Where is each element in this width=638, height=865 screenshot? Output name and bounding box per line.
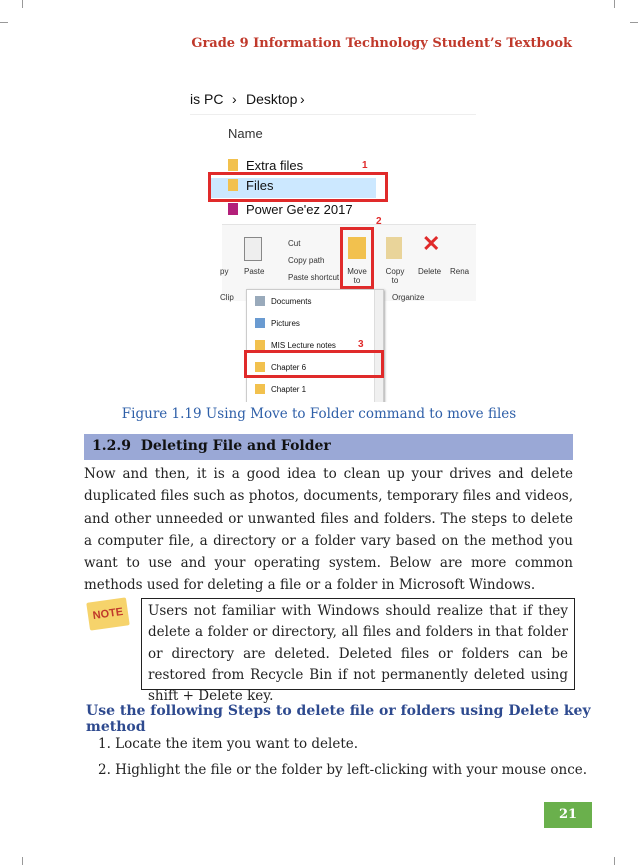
breadcrumb-desktop: Desktop xyxy=(246,91,298,107)
documents-icon xyxy=(255,296,265,306)
divider xyxy=(190,114,476,115)
clipboard-icon xyxy=(244,237,262,261)
note-icon: NOTE xyxy=(86,597,130,630)
folder-icon xyxy=(228,159,238,171)
copy-to-icon xyxy=(386,237,402,259)
section-number: 1.2.9 xyxy=(92,438,131,454)
file-row-power-geez xyxy=(228,202,353,222)
explorer-screenshot xyxy=(190,84,476,402)
organize-group-label: Organize xyxy=(392,293,425,302)
dropdown-item[interactable] xyxy=(247,292,375,312)
clipboard-group-label: Clip xyxy=(220,293,234,302)
dropdown-item-label: Documents xyxy=(271,297,312,306)
dropdown-item[interactable] xyxy=(247,314,375,334)
section-title xyxy=(92,438,331,454)
page-number: 21 xyxy=(544,802,592,828)
highlight-box xyxy=(208,172,388,202)
breadcrumb-this-pc: is PC xyxy=(190,91,224,107)
step-marker: 2 xyxy=(376,216,382,227)
highlight-box xyxy=(244,350,384,378)
folder-icon xyxy=(255,340,265,350)
scrollbar[interactable] xyxy=(374,290,383,402)
paste-label: Paste xyxy=(244,267,265,276)
copy-path-label: Copy path xyxy=(288,256,325,265)
note-text: Users not familiar with Windows should realize that if they delete a folder or directory, all files and folders in that folder or directory are deleted. Deleted files or folders can be restored from Recycle Bin if not permanently deleted using shift + Delete key. xyxy=(148,603,568,705)
dropdown-item-label: Pictures xyxy=(271,319,300,328)
dropdown-item-label: Chapter 6 xyxy=(271,363,307,372)
crop-mark xyxy=(22,0,23,8)
figure-caption: Figure 1.19 Using Move to Folder command to move files xyxy=(121,406,517,422)
steps-heading: Use the following Steps to delete file or folders using Delete key method xyxy=(86,703,591,735)
cut-label: Cut xyxy=(288,239,301,248)
crop-mark xyxy=(614,857,615,865)
rename-label: Rena xyxy=(450,267,470,276)
move-to-label: Move to xyxy=(347,267,367,285)
section-heading xyxy=(84,434,573,460)
note-box xyxy=(141,598,575,705)
file-name: Files xyxy=(246,178,274,193)
file-name: Power Ge'ez 2017 xyxy=(246,202,353,217)
crop-mark xyxy=(0,22,8,23)
paste-shortcut-label: Paste shortcut xyxy=(288,273,340,282)
pictures-icon xyxy=(255,318,265,328)
crop-mark xyxy=(22,857,23,865)
app-icon xyxy=(228,203,238,215)
dropdown-item-label: MIS Lecture notes xyxy=(271,341,336,350)
address-bar xyxy=(190,86,476,112)
copy-label: py xyxy=(220,267,229,276)
running-header: Grade 9 Information Technology Student’s Textbook xyxy=(191,36,572,51)
step-marker: 1 xyxy=(362,160,368,171)
step-marker: 3 xyxy=(358,339,364,350)
section-title-text: Deleting File and Folder xyxy=(140,438,331,454)
step-item: 1. Locate the item you want to delete. xyxy=(98,736,359,752)
delete-label: Delete xyxy=(418,267,442,276)
column-header-name: Name xyxy=(228,126,263,141)
crop-mark xyxy=(614,0,615,8)
copy-to-label: Copy to xyxy=(385,267,405,285)
delete-icon: ✕ xyxy=(422,231,441,256)
step-item: 2. Highlight the file or the folder by left-clicking with your mouse once. xyxy=(98,762,588,778)
crop-mark xyxy=(630,22,638,23)
dropdown-item-label: Chapter 1 xyxy=(271,385,307,394)
dropdown-item[interactable] xyxy=(247,380,375,400)
file-name: Extra files xyxy=(246,158,304,173)
highlight-box xyxy=(340,227,374,289)
body-paragraph: Now and then, it is a good idea to clean up your drives and delete duplicated files such as photos, documents, temporary files and videos, and other unneeded or unwanted files and folders. The steps to delete a computer file, a directory or a folder vary based on the method you want to use and your operating system. Below are more common methods used for deleting a file or a folder in Microsoft Windows. xyxy=(84,466,573,594)
folder-icon xyxy=(255,384,265,394)
chevron-right-icon: › xyxy=(300,91,305,107)
chevron-right-icon: › xyxy=(232,91,237,107)
